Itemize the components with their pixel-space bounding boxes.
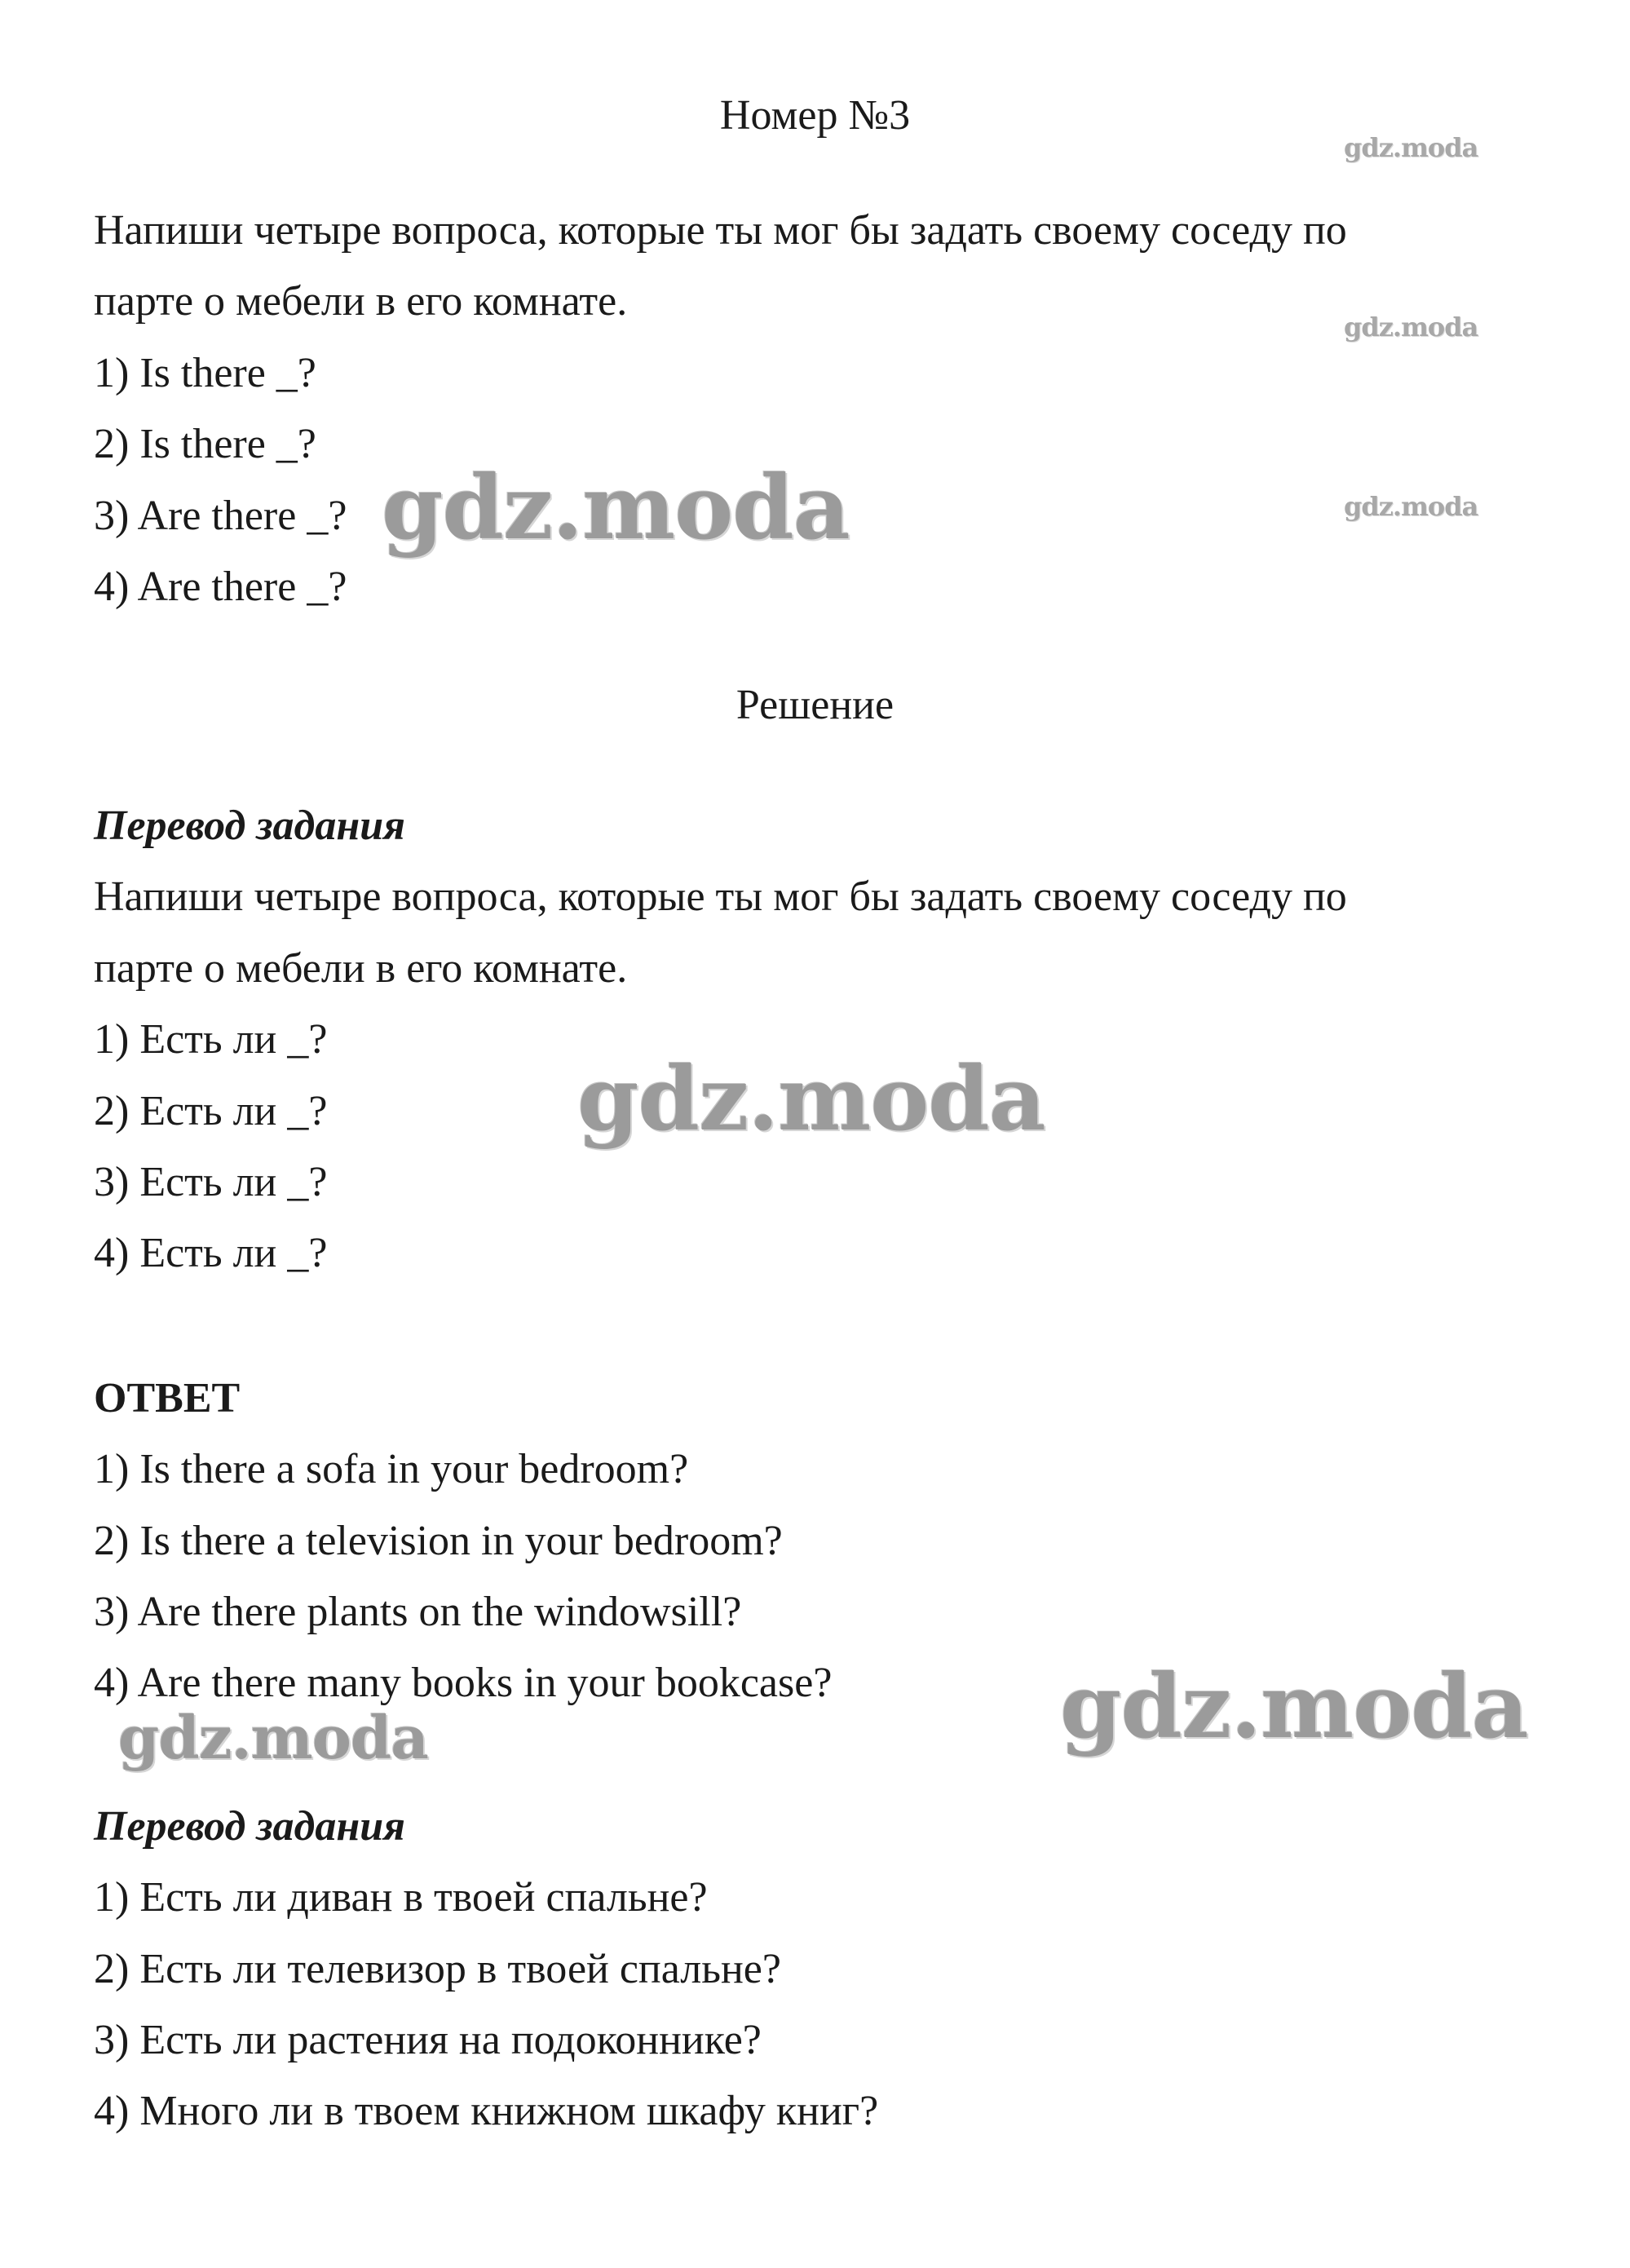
watermark: gdz.moda <box>1060 1656 1528 1758</box>
answer-item-3: 3) Are there plants on the windowsill? <box>94 1589 742 1635</box>
translation-heading: Перевод задания <box>94 802 405 849</box>
answer-translation-item-1: 1) Есть ли диван в твоей спальне? <box>94 1874 708 1921</box>
answer-translation-item-4: 4) Много ли в твоем книжном шкафу книг? <box>94 2088 879 2134</box>
answer-item-4: 4) Are there many books in your bookcase? <box>94 1660 833 1706</box>
translation-item-2: 2) Есть ли _? <box>94 1088 328 1134</box>
task-item-1: 1) Is there _? <box>94 350 316 396</box>
translation-item-1: 1) Есть ли _? <box>94 1016 328 1063</box>
watermark: gdz.moda <box>1344 132 1478 163</box>
solution-heading: Решение <box>735 682 895 728</box>
translation-text-line-1: Напиши четыре вопроса, которые ты мог бы задать своему соседу по <box>94 873 1347 920</box>
translation-text-line-2: парте о мебели в его комнате. <box>94 945 628 992</box>
watermark: gdz.moda <box>1344 312 1478 343</box>
answer-item-1: 1) Is there a sofa in your bedroom? <box>94 1446 689 1492</box>
watermark: gdz.moda <box>1344 491 1478 522</box>
watermark: gdz.moda <box>382 457 850 559</box>
answer-translation-heading: Перевод задания <box>94 1803 405 1850</box>
page-title: Номер №3 <box>719 92 911 139</box>
answer-translation-item-3: 3) Есть ли растения на подоконнике? <box>94 2017 762 2063</box>
answer-translation-item-2: 2) Есть ли телевизор в твоей спальне? <box>94 1946 781 1992</box>
task-item-2: 2) Is there _? <box>94 421 316 467</box>
task-text-line-1: Напиши четыре вопроса, которые ты мог бы задать своему соседу по <box>94 207 1347 254</box>
answer-heading: ОТВЕТ <box>94 1375 241 1421</box>
translation-item-4: 4) Есть ли _? <box>94 1230 328 1276</box>
task-item-3: 3) Are there _? <box>94 493 347 539</box>
translation-item-3: 3) Есть ли _? <box>94 1159 328 1205</box>
task-item-4: 4) Are there _? <box>94 564 347 610</box>
answer-item-2: 2) Is there a television in your bedroom? <box>94 1518 783 1564</box>
task-text-line-2: парте о мебели в его комнате. <box>94 278 628 325</box>
watermark: gdz.moda <box>118 1703 428 1772</box>
watermark: gdz.moda <box>577 1048 1045 1151</box>
